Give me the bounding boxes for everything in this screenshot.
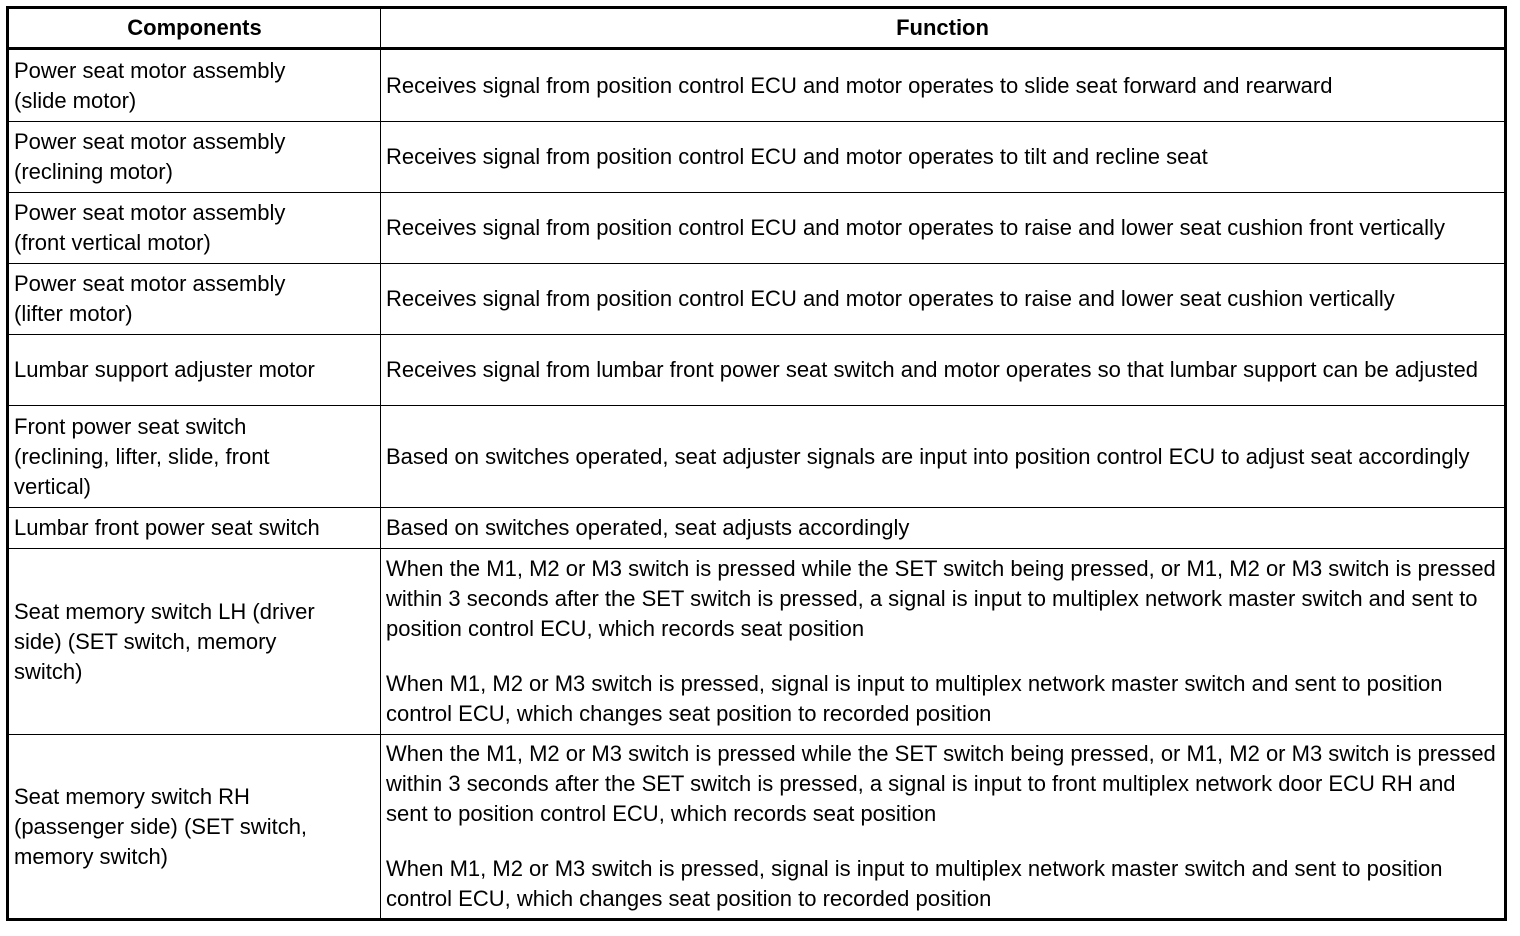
- component-cell: [8, 335, 381, 406]
- function-text: Based on switches operated, seat adjuster signals are input into position control ECU to adjust seat accordingly: [386, 443, 1470, 469]
- table-body: [8, 49, 1506, 920]
- function-cell: [381, 122, 1506, 193]
- component-cell: [8, 735, 381, 920]
- table-row: [8, 335, 1506, 406]
- function-text: Receives signal from position control ECU and motor operates to slide seat forward and rearward: [386, 72, 1333, 98]
- function-text: Receives signal from lumbar front power seat switch and motor operates so that lumbar support can be adjusted: [386, 357, 1478, 382]
- component-cell: [8, 122, 381, 193]
- header-components: Components: [8, 8, 381, 49]
- function-cell: [381, 335, 1506, 406]
- component-name: Front power seat switch (reclining, lifter, slide, front vertical): [14, 413, 270, 499]
- table-row: [8, 264, 1506, 335]
- table-row: [8, 406, 1506, 508]
- component-cell: [8, 406, 381, 508]
- table-row: [8, 122, 1506, 193]
- component-cell: [8, 49, 381, 122]
- component-cell: [8, 193, 381, 264]
- function-text: Receives signal from position control ECU and motor operates to raise and lower seat cushion vertically: [386, 286, 1395, 311]
- table-row: [8, 735, 1506, 920]
- component-cell: [8, 549, 381, 735]
- function-cell: [381, 264, 1506, 335]
- component-name: Power seat motor assembly (front vertical motor): [14, 200, 286, 255]
- function-text: Receives signal from position control ECU and motor operates to raise and lower seat cushion front vertically: [386, 215, 1445, 240]
- component-cell: [8, 264, 381, 335]
- component-name: Seat memory switch RH (passenger side) (SET switch, memory switch): [14, 783, 308, 869]
- table-header-row: [8, 8, 1506, 49]
- header-function: Function: [381, 8, 1506, 49]
- component-name: Lumbar support adjuster motor: [14, 357, 315, 382]
- table-row: [8, 508, 1506, 549]
- component-name: Seat memory switch LH (driver side) (SET switch, memory switch): [14, 598, 315, 684]
- components-function-table: [6, 6, 1507, 921]
- function-cell: [381, 735, 1506, 920]
- function-cell: [381, 49, 1506, 122]
- function-cell: [381, 508, 1506, 549]
- function-text: When the M1, M2 or M3 switch is pressed while the SET switch being pressed, or M1, M2 or M3 switch is pressed within 3 seconds after the SET switch is pressed, a signal is input to front multiplex network door ECU RH and sent to position control ECU, which records seat position: [386, 741, 1496, 826]
- component-cell: [8, 508, 381, 549]
- function-cell: [381, 549, 1506, 735]
- function-text: Receives signal from position control ECU and motor operates to tilt and recline seat: [386, 144, 1208, 169]
- table-row: [8, 49, 1506, 122]
- function-text: When M1, M2 or M3 switch is pressed, signal is input to multiplex network master switch and sent to position control ECU, which changes seat position to recorded position: [386, 856, 1443, 911]
- component-name: Lumbar front power seat switch: [14, 515, 320, 540]
- function-cell: [381, 193, 1506, 264]
- table-row: [8, 193, 1506, 264]
- table-row: [8, 549, 1506, 735]
- function-text: When M1, M2 or M3 switch is pressed, signal is input to multiplex network master switch and sent to position control ECU, which changes seat position to recorded position: [386, 671, 1443, 726]
- function-text: Based on switches operated, seat adjusts accordingly: [386, 515, 910, 540]
- function-text: When the M1, M2 or M3 switch is pressed while the SET switch being pressed, or M1, M2 or M3 switch is pressed within 3 seconds after the SET switch is pressed, a signal is input to multiplex network master switch and sent to position control ECU, which records seat position: [386, 556, 1496, 641]
- function-cell: [381, 406, 1506, 508]
- component-name: Power seat motor assembly (slide motor): [14, 57, 286, 113]
- component-name: Power seat motor assembly (lifter motor): [14, 271, 286, 326]
- component-name: Power seat motor assembly (reclining motor): [14, 129, 286, 184]
